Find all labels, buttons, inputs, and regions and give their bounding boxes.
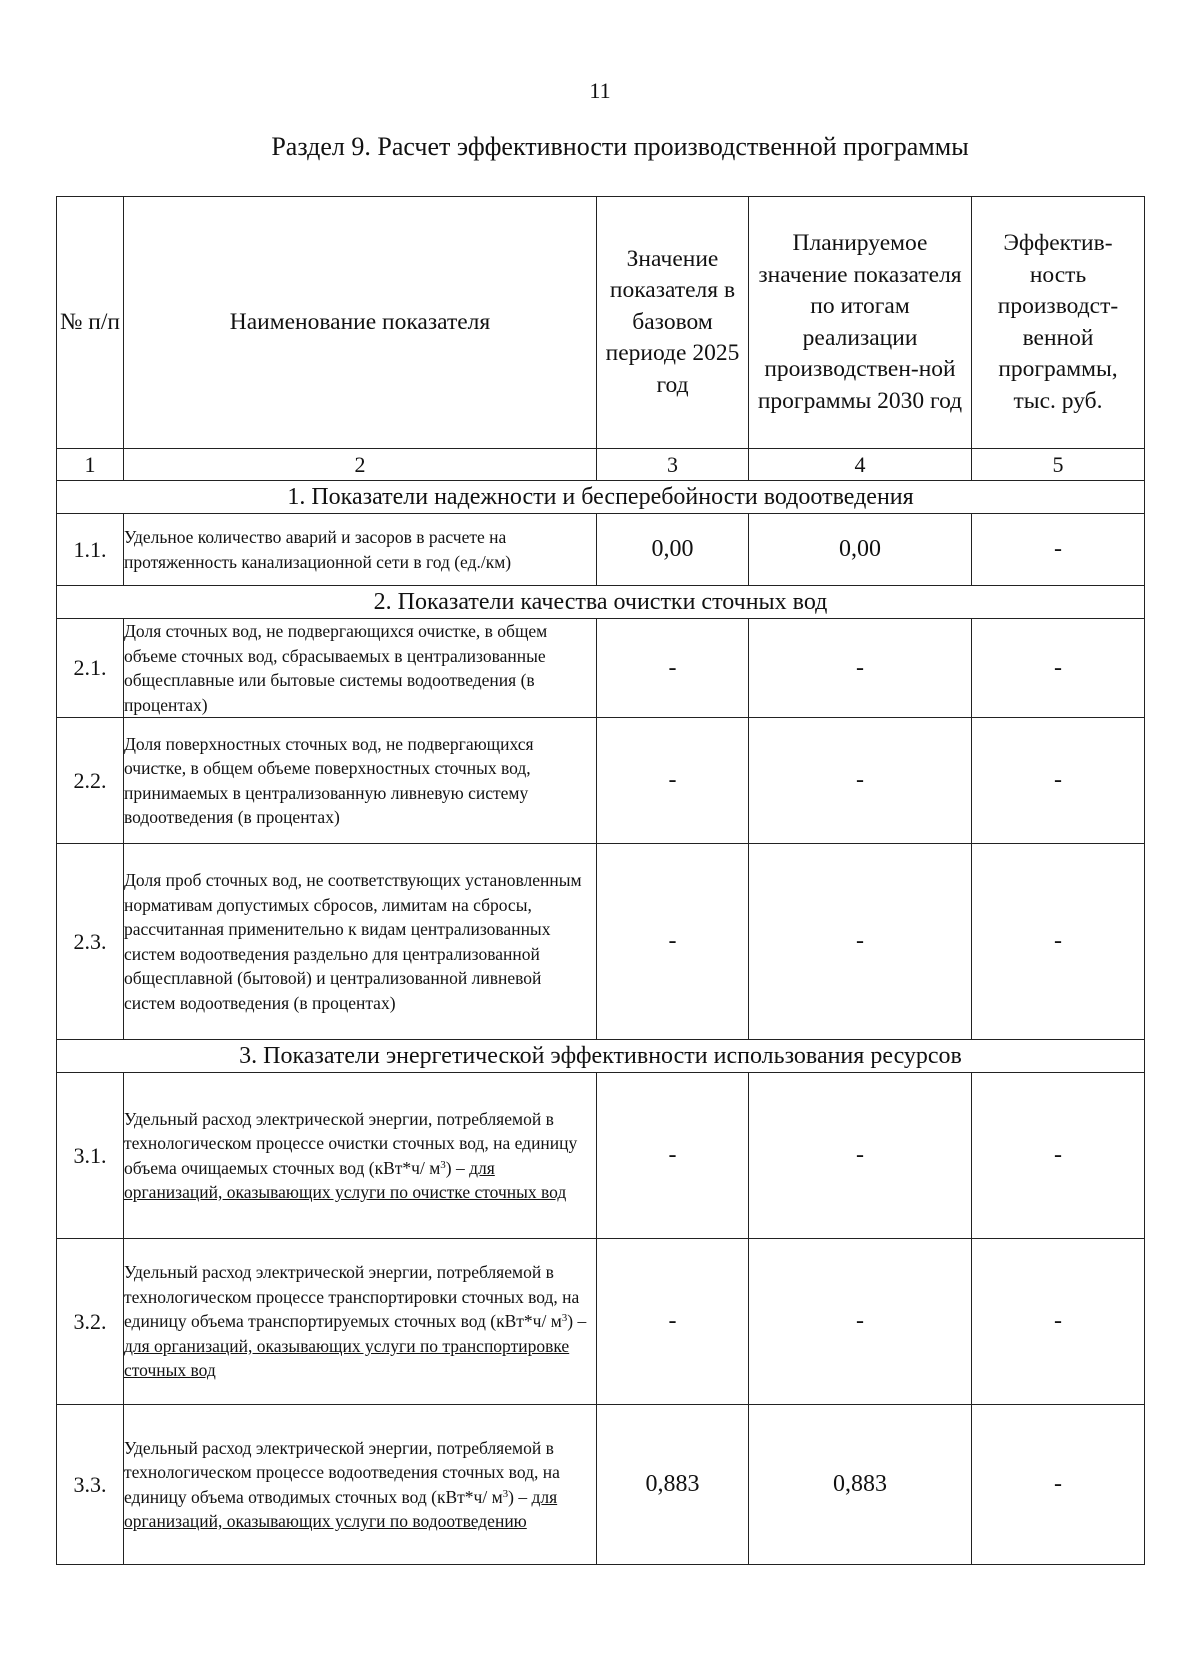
column-number: 4 [749, 449, 972, 481]
section-row [57, 586, 1145, 619]
row-planned-value: - [749, 1239, 972, 1405]
table-row [57, 718, 1145, 844]
column-number: 2 [124, 449, 597, 481]
row-base-value: 0,00 [597, 514, 749, 586]
row-name-underlined: для организаций, оказывающих услуги по очистке сточных вод [124, 1157, 567, 1202]
row-efficiency: - [972, 844, 1145, 1040]
row-planned-value: - [749, 718, 972, 844]
header-row [57, 197, 1145, 449]
header-efficiency: Эффектив-ность производст-венной программы, тыс. руб. [972, 197, 1145, 449]
superscript: 3 [502, 1487, 509, 1500]
table-row [57, 619, 1145, 718]
row-name-text: Удельный расход электрической энергии, потребляемой в технологическом процессе водоотведения сточных вод, на единицу объема отводимых сточных вод (кВт*ч/ м [124, 1437, 560, 1507]
table-row [57, 514, 1145, 586]
header-name: Наименование показателя [124, 197, 597, 449]
column-number: 5 [972, 449, 1145, 481]
section-row [57, 481, 1145, 514]
row-name-text: Удельный расход электрической энергии, потребляемой в технологическом процессе транспортировки сточных вод, на единицу объема транспортируемых сточных вод (кВт*ч/ м [124, 1262, 580, 1332]
section-title: 3. Показатели энергетической эффективности использования ресурсов [57, 1040, 1145, 1073]
column-number: 1 [57, 449, 124, 481]
row-name-dash: ) – [508, 1486, 532, 1507]
row-base-value: 0,883 [597, 1405, 749, 1565]
row-base-value: - [597, 1239, 749, 1405]
page-title: Раздел 9. Расчет эффективности производственной программы [271, 132, 969, 161]
row-name-dash: ) – [445, 1157, 470, 1178]
section-row [57, 1040, 1145, 1073]
header-number: № п/п [57, 197, 124, 449]
header-planned-value: Планируемое значение показателя по итогам реализации производствен-ной программы 2030 год [749, 197, 972, 449]
row-planned-value: - [749, 844, 972, 1040]
row-name: Доля поверхностных сточных вод, не подвергающихся очистке, в общем объеме поверхностных сточных вод, принимаемых в централизованную ливневую систему водоотведения (в процентах) [124, 718, 597, 844]
row-name [124, 1073, 597, 1239]
row-number: 3.1. [57, 1073, 124, 1239]
row-base-value: - [597, 619, 749, 718]
row-number: 3.3. [57, 1405, 124, 1565]
row-number: 2.3. [57, 844, 124, 1040]
table-row [57, 1073, 1145, 1239]
row-number: 2.1. [57, 619, 124, 718]
row-number: 3.2. [57, 1239, 124, 1405]
table-row [57, 1405, 1145, 1565]
section-title: 2. Показатели качества очистки сточных вод [57, 586, 1145, 619]
row-planned-value: 0,00 [749, 514, 972, 586]
header-base-value: Значение показателя в базовом периоде 2025 год [597, 197, 749, 449]
row-planned-value: - [749, 1073, 972, 1239]
row-number: 1.1. [57, 514, 124, 586]
row-efficiency: - [972, 1239, 1145, 1405]
row-efficiency: - [972, 718, 1145, 844]
row-name-text: Удельный расход электрической энергии, потребляемой в технологическом процессе очистки сточных вод, на единицу объема очищаемых сточных вод (кВт*ч/ м [124, 1108, 578, 1178]
row-efficiency: - [972, 1073, 1145, 1239]
row-name: Доля проб сточных вод, не соответствующих установленным нормативам допустимых сбросов, лимитам на сбросы, рассчитанная применительно к видам централизованных систем водоотведения раздельно для централизованной общесплавной (бытовой) и централизованной ливневой систем водоотведения (в процентах) [124, 844, 597, 1040]
page-number: 11 [589, 78, 611, 103]
row-base-value: - [597, 718, 749, 844]
table-row [57, 1239, 1145, 1405]
row-base-value: - [597, 844, 749, 1040]
column-number-row [57, 449, 1145, 481]
row-name-underlined: для организаций, оказывающих услуги по водоотведению [124, 1486, 558, 1531]
row-efficiency: - [972, 619, 1145, 718]
row-base-value: - [597, 1073, 749, 1239]
section-title: 1. Показатели надежности и бесперебойности водоотведения [57, 481, 1145, 514]
table-row [57, 844, 1145, 1040]
row-efficiency: - [972, 514, 1145, 586]
superscript: 3 [561, 1312, 568, 1325]
row-name [124, 1239, 597, 1405]
row-name: Удельное количество аварий и засоров в расчете на протяженность канализационной сети в год (ед./км) [124, 514, 597, 586]
row-efficiency: - [972, 1405, 1145, 1565]
row-number: 2.2. [57, 718, 124, 844]
row-name-underlined: для организаций, оказывающих услуги по транспортировке сточных вод [124, 1335, 570, 1381]
efficiency-table [56, 196, 1145, 1565]
row-planned-value: 0,883 [749, 1405, 972, 1565]
row-name-dash: ) – [567, 1311, 587, 1332]
row-name [124, 1405, 597, 1565]
row-planned-value: - [749, 619, 972, 718]
row-name: Доля сточных вод, не подвергающихся очистке, в общем объеме сточных вод, сбрасываемых в централизованные общесплавные или бытовые системы водоотведения (в процентах) [124, 619, 597, 718]
superscript: 3 [440, 1158, 446, 1171]
column-number: 3 [597, 449, 749, 481]
